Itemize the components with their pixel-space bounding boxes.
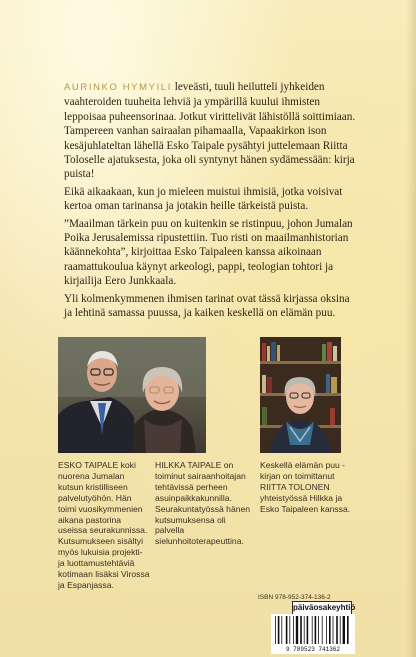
lead-word: AURINKO HYMYILI xyxy=(64,82,172,93)
caption-esko-taipale xyxy=(58,460,150,591)
photo-esko-hilkka-illustration xyxy=(58,337,206,453)
publisher-logo: päiväosakeyhtiö xyxy=(292,601,352,615)
caption-riitta-text: Keskellä elämän puu -kirjan on toimittanut RIITTA TOLONEN yhteistyössä Hilkka ja Esko Taipaleen kanssa. xyxy=(260,460,351,514)
blurb-paragraph-1 xyxy=(64,80,356,182)
caption-esko-text: ESKO TAIPALE koki nuorena Jumalan kutsun kristilliseen palvelutyöhön. Hän toimi vuosikymmenien aikana pastorina useissa seurakunnissa. Kutsumukseen sisältyi myös lukuisia projekti- ja luottamustehtäviä kotimaan lisäksi Virossa ja Espanjassa. xyxy=(58,460,150,590)
photo-riitta-illustration xyxy=(260,337,341,453)
caption-hilkka-taipale xyxy=(155,460,251,547)
barcode xyxy=(271,614,355,654)
barcode-digits: 9 789523 741362 xyxy=(285,646,340,653)
blurb-paragraph-2: Eikä aikaakaan, kun jo mieleen muistui ihmisiä, jotka voisivat kertoa oman tarinansa ja jotakin heille tärkeistä puista. xyxy=(64,185,343,213)
barcode-bars xyxy=(275,616,351,644)
blurb-p1-text: leveästi, tuuli heilutteli jyhkeiden vaahteroiden tuuheita lehviä ja ympärillä kuului ihmisten leppoisaa puheensorinaa. Jotkut virittelivät lähistöllä soittimiaan. Tampereen vanhan sairaalan pihamaalla, Vapaakirkon ison kesäjuhlateltan lähellä Esko Taipale pysähtyi juttelemaan Riitta Toloselle ajatuksesta, joka oli syntynyt hänen sydämessään: kirja puista! xyxy=(64,81,356,181)
photo-riitta xyxy=(260,337,341,453)
back-cover-blurb xyxy=(64,80,356,324)
isbn-number: ISBN 978-952-374-136-2 xyxy=(258,594,331,601)
spine-shadow xyxy=(406,0,416,657)
blurb-paragraph-4: Yli kolmenkymmenen ihmisen tarinat ovat tässä kirjassa oksina ja lehtinä samassa puussa, ja kaiken keskellä on elämän puu. xyxy=(64,292,350,320)
caption-riitta-tolonen xyxy=(260,460,356,515)
blurb-paragraph-3: ”Maailman tärkein puu on kuitenkin se ristinpuu, johon Jumalan Poika Jerusalemissa ripustettiin. Tuo risti on maailmanhistorian käännekohta”, kirjoittaa Esko Taipaleen kanssa aikoinaan raamattukoulua käynyt arkeologi, pappi, teologian tohtori ja kirjailija Eero Junkkaala. xyxy=(64,217,353,288)
caption-hilkka-text: HILKKA TAIPALE on toiminut sairaanhoitajan tehtävissä perheen asuinpaikkakunnilla. Seurakuntatyössä hänen kutsumuksensa oli palvella sielunhoitoterapeuttina. xyxy=(155,460,251,547)
photo-esko-hilkka xyxy=(58,337,206,453)
